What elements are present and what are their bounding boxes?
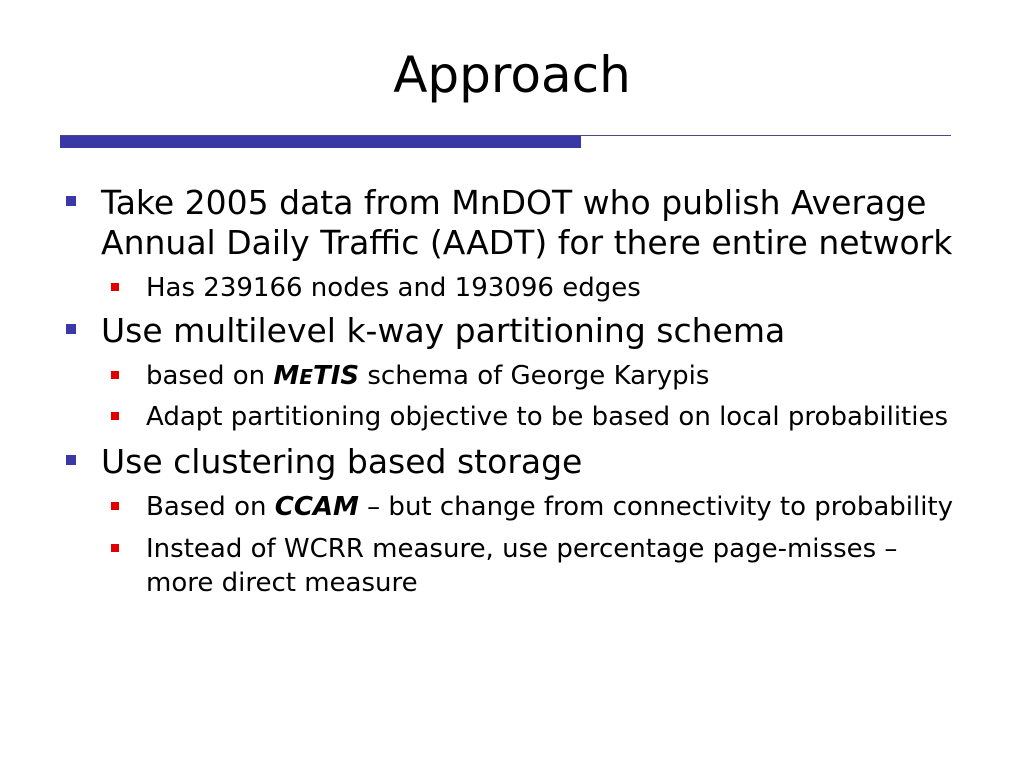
sub-bullet-prefix: based on (146, 361, 274, 391)
square-bullet-icon (111, 371, 119, 379)
sub-bullet-item (101, 400, 966, 434)
bullet-text: Take 2005 data from MnDOT who publish Average Annual Daily Traffic (AADT) for there entire network (101, 183, 953, 262)
sub-bullet-text: Instead of WCRR measure, use percentage page-misses – more direct measure (146, 534, 898, 598)
slide-body (66, 183, 966, 608)
square-bullet-icon (66, 196, 76, 206)
bullet-item (66, 442, 966, 482)
sub-bullet-suffix: schema of George Karypis (359, 361, 710, 391)
sub-bullet-item (101, 271, 966, 305)
sub-bullet-text: Has 239166 nodes and 193096 edges (146, 273, 641, 303)
metis-name (273, 361, 359, 391)
square-bullet-icon (111, 502, 119, 510)
metis-big-m: M (273, 361, 300, 391)
title-underline-accent (60, 136, 581, 148)
sub-bullet-prefix: Based on (146, 492, 275, 522)
sub-bullet-suffix: – but change from connectivity to probability (358, 492, 954, 522)
slide-title: Approach (393, 46, 631, 104)
sub-bullet-item (101, 490, 966, 524)
bullet-item (66, 183, 966, 263)
metis-big-tis: TIS (312, 361, 360, 391)
metis-small-e: E (299, 365, 313, 389)
square-bullet-icon (111, 544, 119, 552)
bullet-item (66, 311, 966, 351)
square-bullet-icon (66, 324, 76, 334)
sub-bullet-item (101, 359, 966, 394)
square-bullet-icon (111, 283, 119, 291)
square-bullet-icon (111, 412, 119, 420)
sub-bullet-item (101, 532, 966, 600)
ccam-name: CCAM (274, 492, 359, 522)
square-bullet-icon (66, 455, 76, 465)
sub-bullet-text: Adapt partitioning objective to be based on local probabilities (146, 402, 949, 432)
bullet-text: Use clustering based storage (101, 442, 583, 481)
bullet-text: Use multilevel k-way partitioning schema (101, 311, 786, 350)
